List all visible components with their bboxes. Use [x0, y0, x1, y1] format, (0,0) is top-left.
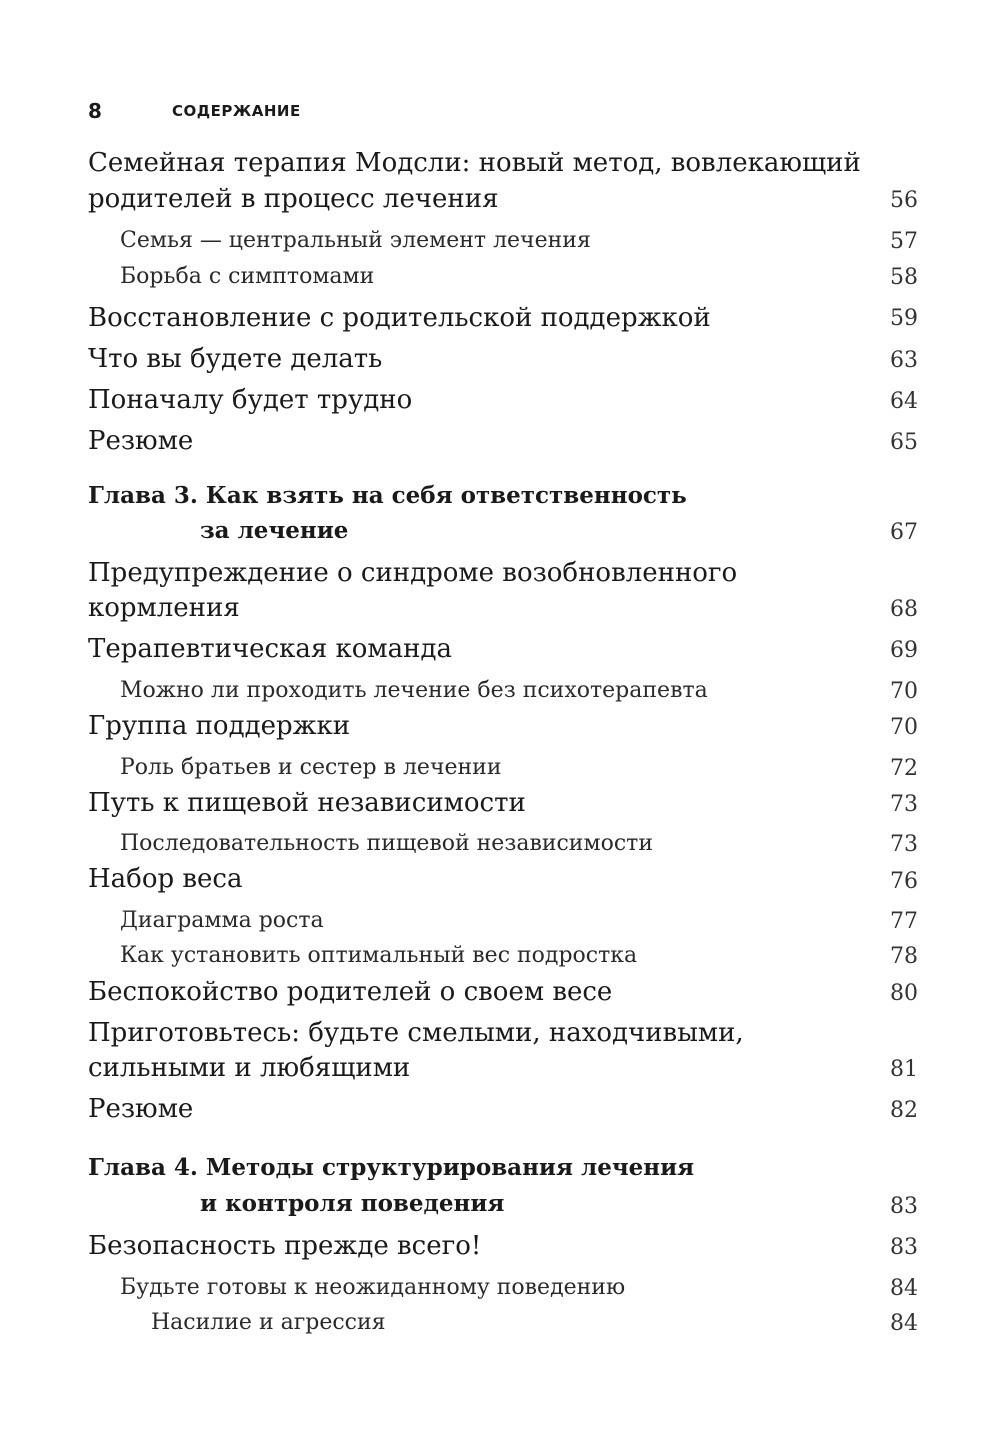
toc-entry-title: Беспокойство родителей о своем весе [88, 977, 613, 1007]
page-number: 8 [88, 99, 102, 123]
toc-entry-page: 70 [890, 679, 918, 704]
toc-entry-title: Диаграмма роста [120, 908, 324, 933]
chapter-title: Глава 3. Как взять на себя ответственность [88, 482, 687, 509]
toc-entry-title: Будьте готовы к неожиданному поведению [120, 1275, 626, 1300]
toc-entry-title-continuation: сильными и любящими [88, 1053, 411, 1083]
toc-entry-page: 64 [890, 389, 918, 414]
toc-entry-title: Поначалу будет трудно [88, 385, 413, 415]
toc-entry-page: 83 [890, 1235, 918, 1260]
toc-entry-page: 76 [890, 869, 918, 894]
toc-entry-page: 81 [890, 1057, 918, 1082]
toc-entry-page: 63 [890, 348, 918, 373]
toc-entry-page: 59 [890, 306, 918, 331]
toc-entry-page: 73 [890, 792, 918, 817]
toc-entry-page: 65 [890, 430, 918, 455]
toc-entry-page: 56 [890, 188, 918, 213]
toc-entry-page: 57 [890, 229, 918, 254]
chapter-title: Глава 4. Методы структурирования лечения [88, 1154, 695, 1181]
toc-entry-page: 69 [890, 638, 918, 663]
chapter-title-continuation: за лечение [200, 517, 349, 544]
chapter-title-continuation: и контроля поведения [200, 1190, 505, 1217]
toc-entry-title: Как установить оптимальный вес подростка [120, 943, 638, 968]
toc-entry-page: 83 [890, 1194, 918, 1219]
toc-entry-title: Можно ли проходить лечение без психотерапевта [120, 678, 708, 703]
toc-entry-title: Что вы будете делать [88, 344, 383, 374]
toc-entry-title: Группа поддержки [88, 711, 351, 741]
toc-entry-title: Набор веса [88, 864, 243, 894]
toc-entry-page: 68 [890, 597, 918, 622]
toc-entry-title: Восстановление с родительской поддержкой [88, 303, 711, 333]
toc-entry-title: Семейная терапия Модсли: новый метод, вовлекающий [88, 148, 861, 178]
toc-entry-title-continuation: родителей в процесс лечения [88, 184, 499, 214]
toc-entry-page: 72 [890, 756, 918, 781]
toc-entry-title: Предупреждение о синдроме возобновленного [88, 558, 738, 588]
toc-entry-title: Семья — центральный элемент лечения [120, 228, 591, 253]
toc-entry-title: Последовательность пищевой независимости [120, 831, 653, 856]
toc-entry-page: 84 [890, 1276, 918, 1301]
toc-entry-title: Резюме [88, 1094, 194, 1124]
toc-entry-page: 78 [890, 944, 918, 969]
toc-entry-page: 82 [890, 1098, 918, 1123]
toc-entry-page: 70 [890, 715, 918, 740]
toc-entry-page: 80 [890, 981, 918, 1006]
toc-entry-page: 67 [890, 520, 918, 545]
toc-entry-title: Путь к пищевой независимости [88, 788, 526, 818]
toc-entry-title: Борьба с симптомами [120, 264, 375, 289]
toc-entry-title: Терапевтическая команда [88, 634, 452, 664]
toc-entry-page: 58 [890, 265, 918, 290]
toc-entry-page: 73 [890, 832, 918, 857]
running-title: СОДЕРЖАНИЕ [172, 102, 301, 120]
toc-entry-title: Безопасность прежде всего! [88, 1231, 482, 1261]
toc-entry-title: Резюме [88, 426, 194, 456]
toc-entry-page: 77 [890, 909, 918, 934]
toc-entry-title: Приготовьтесь: будьте смелыми, находчивыми, [88, 1018, 744, 1048]
toc-entry-title: Насилие и агрессия [151, 1310, 386, 1335]
toc-entry-title-continuation: кормления [88, 593, 240, 623]
toc-entry-page: 84 [890, 1311, 918, 1336]
toc-entry-title: Роль братьев и сестер в лечении [120, 755, 502, 780]
